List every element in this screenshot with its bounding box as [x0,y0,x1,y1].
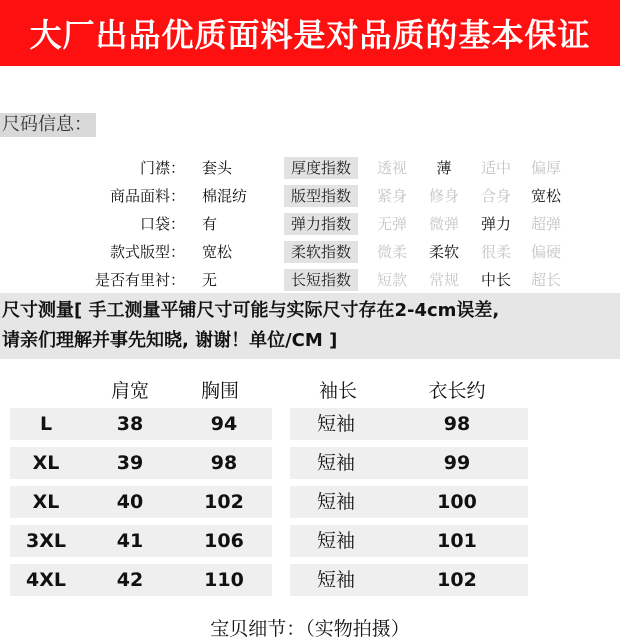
sleeve-cell: 短袖 [316,452,355,474]
chest-cell: 106 [204,530,244,552]
chest-cell: 98 [210,452,238,474]
measurement-note-line-1: 尺寸测量[ 手工测量平铺尺寸可能与实际尺寸存在2-4cm误差, [2,300,500,321]
spec-value: 棉混纺 [202,187,248,205]
spec-option: 透视 [376,159,407,177]
spec-option: 超弹 [530,215,561,233]
spec-row [0,156,620,180]
shoulder-cell: 38 [116,413,144,435]
shoulder-cell: 42 [116,569,144,591]
spec-name: 款式版型： [109,243,185,261]
spec-row [0,268,620,292]
spec-value: 宽松 [202,243,233,261]
length-cell: 102 [437,569,477,591]
shoulder-cell: 40 [116,491,144,513]
measurement-note-line-2: 请亲们理解并事先知晓, 谢谢！单位/CM ] [2,330,338,351]
spec-option: 适中 [480,159,511,177]
spec-category: 版型指数 [284,185,358,207]
spec-option: 很柔 [480,243,511,261]
size-cell: L [39,413,53,435]
spec-option: 合身 [480,187,511,205]
size-info-label: 尺码信息： [0,113,96,137]
spec-option-selected: 宽松 [530,187,561,205]
banner-title: 大厂出品优质面料是对品质的基本保证 [29,16,591,54]
detail-caption: 宝贝细节：（实物拍摄） [210,618,410,640]
spec-value: 无 [202,271,218,289]
length-cell: 99 [443,452,471,474]
spec-category: 柔软指数 [284,241,358,263]
shoulder-cell: 39 [116,452,144,474]
spec-row [0,184,620,208]
spec-category: 弹力指数 [284,213,358,235]
length-cell: 100 [437,491,477,513]
chest-cell: 94 [210,413,238,435]
header-chest: 胸围 [200,380,239,402]
size-cell: XL [32,491,60,513]
chest-cell: 110 [204,569,244,591]
size-cell: 3XL [26,530,66,552]
size-cell: XL [32,452,60,474]
spec-option: 偏厚 [530,159,561,177]
spec-name: 是否有里衬： [94,271,185,289]
spec-option: 短款 [376,271,407,289]
spec-option-selected: 弹力 [480,215,511,233]
spec-option: 常规 [428,271,459,289]
length-cell: 98 [443,413,471,435]
spec-value: 有 [202,215,218,233]
spec-option: 微弹 [428,215,459,233]
spec-option: 修身 [428,187,459,205]
header-sleeve: 袖长 [318,380,357,402]
sleeve-cell: 短袖 [316,413,355,435]
spec-option: 紧身 [376,187,407,205]
spec-category: 厚度指数 [284,157,358,179]
length-cell: 101 [437,530,477,552]
spec-option-selected: 薄 [436,159,452,177]
shoulder-cell: 41 [116,530,144,552]
sleeve-cell: 短袖 [316,569,355,591]
spec-row [0,212,620,236]
spec-name: 商品面料： [109,187,185,205]
spec-name: 口袋： [139,215,185,233]
sleeve-cell: 短袖 [316,530,355,552]
spec-option-selected: 柔软 [428,243,459,261]
top-banner [0,0,620,66]
spec-option: 无弹 [376,215,407,233]
spec-value: 套头 [202,159,233,177]
chest-cell: 102 [204,491,244,513]
spec-option: 偏硬 [530,243,561,261]
header-length: 衣长约 [428,380,486,402]
sleeve-cell: 短袖 [316,491,355,513]
spec-category: 长短指数 [284,269,358,291]
measurement-note [0,293,620,359]
spec-row [0,240,620,264]
spec-option-selected: 中长 [480,271,511,289]
size-cell: 4XL [26,569,66,591]
spec-option: 微柔 [376,243,407,261]
spec-option: 超长 [530,271,561,289]
header-shoulder: 肩宽 [110,380,149,402]
spec-name: 门襟： [139,159,185,177]
